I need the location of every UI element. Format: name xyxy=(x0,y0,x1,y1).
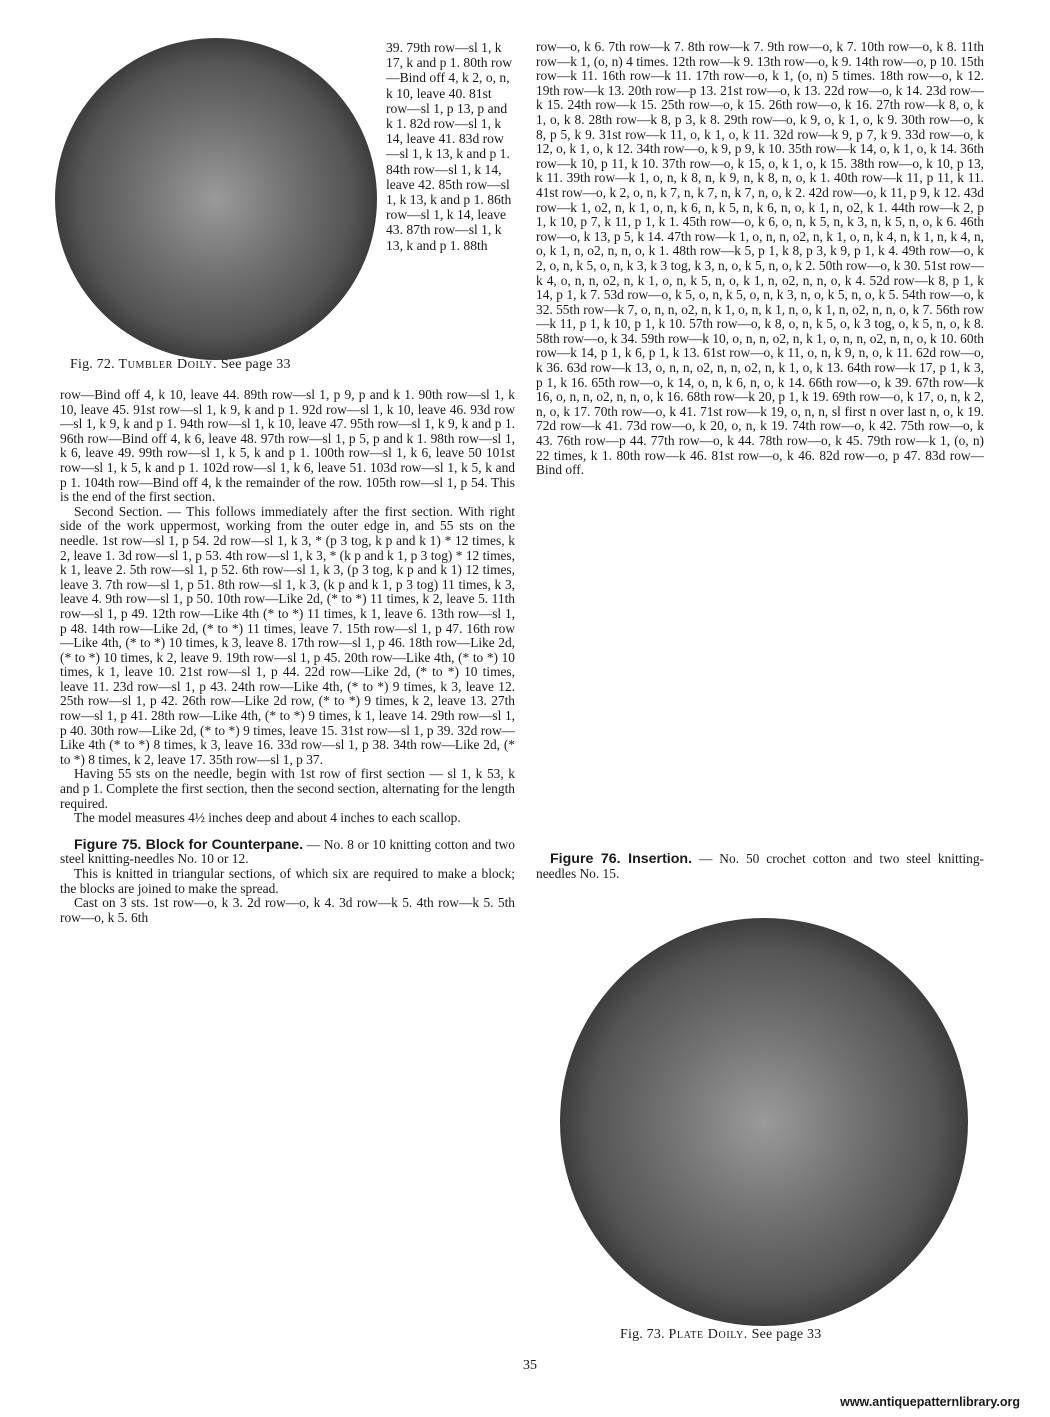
left-main-paragraph: row—Bind off 4, k 10, leave 44. 89th row—sl 1, p 9, p and k 1. 90th row—sl 1, k 10, leave 45. 91st row—sl 1, k 9, k and p 1. 92d row—sl 1, k 10, leave 46. 93d row—sl 1, k 9, k and p 1. 94th row—sl 1, k 10, leave 47. 95th row—sl 1, k 9, k and p 1. 96th row—Bind off 4, k 6, leave 48. 97th row—sl 1, p 5, p and k 1. 98th row—sl 1, k 6, leave 49. 99th row—sl 1, k 5, k and p 1. 100th row—sl 1, k 6, leave 50 101st row—sl 1, k 5, k and p 1. 102d row—sl 1, k 6, leave 51. 103d row—sl 1, k 5, k and p 1. 104th row—Bind off 4, k the remainder of the row. 105th row—sl 1, p 54. This is the end of the first section. xyxy=(60,388,515,505)
footer-url[interactable]: www.antiquepatternlibrary.org xyxy=(840,1395,1020,1409)
fig76-paragraph xyxy=(536,852,984,881)
tumbler-doily-photo xyxy=(55,38,377,360)
fig75-heading: Figure 75. Block for Counterpane. xyxy=(74,836,304,853)
fig75-text: — No. 8 or 10 knitting cotton and two steel knitting-needles No. 10 or 12. xyxy=(60,836,515,867)
fig73-caption-title: Plate Doily. xyxy=(668,1327,748,1342)
fig72-caption-ref: See page 33 xyxy=(220,357,291,372)
fig76-heading: Figure 76. Insertion. xyxy=(550,851,693,867)
right-column xyxy=(536,40,984,828)
fig72-caption xyxy=(70,357,380,373)
fig72-caption-fig: Fig. 72. xyxy=(70,357,115,372)
left-narrow-text xyxy=(386,40,516,385)
fig72-caption-title: Tumbler Doily. xyxy=(118,357,218,372)
left-narrow-paragraph: 39. 79th row—sl 1, k 17, k and p 1. 80th row—Bind off 4, k 2, o, n, k 10, leave 40. 81st row—sl 1, p 13, p and k 1. 82d row—sl 1, k 14, leave 41. 83d row—sl 1, k 13, k and p 1. 84th row—sl 1, k 14, leave 42. 85th row—sl 1, k 13, k and p 1. 86th row—sl 1, k 14, leave 43. 87th row—sl 1, k 13, k and p 1. 88th xyxy=(386,40,513,253)
fig73-caption xyxy=(620,1327,940,1343)
model-paragraph: The model measures 4½ inches deep and about 4 inches to each scallop. xyxy=(74,810,461,826)
fig75-paragraph xyxy=(60,838,515,867)
page-number: 35 xyxy=(523,1358,537,1373)
plate-doily-photo xyxy=(560,918,968,1326)
fig73-caption-fig: Fig. 73. xyxy=(620,1327,665,1342)
fig76-text: — No. 50 crochet cotton and two steel knitting-needles No. 15. xyxy=(536,851,984,881)
having-paragraph: Having 55 sts on the needle, begin with 1st row of first section — sl 1, k 53, k and p 1. Complete the first section, then the second section, alternating for the length required. xyxy=(60,766,515,811)
right-top-paragraph: row—o, k 6. 7th row—k 7. 8th row—k 7. 9th row—o, k 7. 10th row—o, k 8. 11th row—k 1, (o, n) 4 times. 12th row—k 9. 13th row—o, k 9. 14th row—o, p 10. 15th row—k 11. 16th row—k 11. 17th row—o, k 1, (o, n) 5 times. 18th row—o, k 12. 19th row—k 13. 20th row—p 13. 21st row—o, k 13. 22d row—o, k 14. 23d row—k 15. 24th row—k 15. 25th row—o, k 15. 26th row—o, k 16. 27th row—k 8, o, k 1, o, k 8. 28th row—k 8, p 3, k 8. 29th row—o, k 9, o, k 1, o, k 9. 30th row—o, k 8, p 5, k 9. 31st row—k 11, o, k 1, o, k 11. 32d row—k 9, p 7, k 9. 33d row—o, k 12, o, k 1, o, k 12. 34th row—o, k 9, p 9, k 10. 35th row—k 14, o, k 1, o, k 14. 36th row—k 10, p 11, k 10. 37th row—o, k 15, o, k 1, o, k 15. 38th row—o, k 10, p 13, k 11. 39th row—k 1, o, n, k 8, n, k 9, n, k 8, n, o, k 1. 40th row—k 11, p 11, k 11. 41st row—o, k 2, o, n, k 7, n, k 7, n, k 7, n, o, k 2. 42d row—o, k 11, p 9, k 12. 43d row—k 1, o2, n, k 1, o, n, k 6, n, k 5, n, k 6, n, o, k 1, n, o2, k 1. 44th row—k 2, p 1, k 10, p 7, k 11, p 1, k 1. 45th row—o, k 6, o, n, k 5, n, k 3, n, k 5, n, o, k 6. 46th row—o, k 13, p 5, k 14. 47th row—k 1, o, n, n, o2, n, k 1, o, n, k 4, n, k 1, n, k 4, n, o, k 1, n, o2, n, n, o, k 1. 48th row—k 5, p 1, k 8, p 3, k 9, p 1, k 4. 49th row—o, k 2, o, n, k 5, o, n, k 3, k 3 tog, k 3, n, o, k 5, n, o, k 2. 50th row—o, k 30. 51st row—k 4, o, n, n, o2, n, k 1, o, n, k 5, n, o, k 1, n, o2, n, n, o, k 4. 52d row—k 8, p 1, k 14, p 1, k 7. 53d row—o, k 5, o, n, k 5, o, n, k 3, n, o, k 5, n, o, k 5. 54th row—o, k 32. 55th row—k 7, o, n, n, o2, n, k 1, o, n, k 1, n, o, k 1, n, o2, n, n, o, k 7. 56th row—k 11, p 1, k 10, p 1, k 10. 57th row—o, k 8, o, n, k 5, o, k 3 tog, o, k 5, n, o, k 8. 58th row—o, k 34. 59th row—k 10, o, n, n, o2, n, k 1, o, n, n, o2, n, n, o, k 10. 60th row—k 14, p 1, k 6, p 1, k 13. 61st row—o, k 11, o, n, k 9, n, o, k 11. 62d row—o, k 36. 63d row—k 13, o, n, n, o2, n, n, o2, n, k 1, o, k 13. 64th row—k 17, p 1, k 3, p 1, k 16. 65th row—o, k 14, o, n, k 6, n, o, k 14. 66th row—o, k 39. 67th row—k 16, o, n, n, o2, n, n, o, k 16. 68th row—k 20, p 1, k 19. 69th row—o, k 17, o, n, k 2, n, o, k 17. 70th row—o, k 41. 71st row—k 19, o, n, n, sl first n over last n, o, k 19. 72d row—k 41. 73d row—o, k 20, o, n, k 19. 74th row—o, k 42. 75th row—o, k 43. 76th row—p 44. 77th row—o, k 44. 78th row—o, k 45. 79th row—k 1, (o, n) 22 times, k 1. 80th row—k 46. 81st row—o, k 46. 82d row—o, p 47. 83d row—Bind off. xyxy=(536,40,984,478)
second-section-paragraph: Second Section. — This follows immediately after the first section. With right side of the work uppermost, working from the outer edge in, and 55 sts on the needle. 1st row—sl 1, p 54. 2d row—sl 1, k 3, * (p 3 tog, k p and k 1) * 12 times, k 2, leave 1. 3d row—sl 1, p 53. 4th row—sl 1, k 3, * (k p and k 1, p 3 tog) * 12 times, k 1, leave 2. 5th row—sl 1, p 52. 6th row—sl 1, k 3, (p 3 tog, k p and k 1) 12 times, leave 3. 7th row—sl 1, p 51. 8th row—sl 1, k 3, (k p and k 1, p 3 tog) 11 times, k 3, leave 4. 9th row—sl 1, p 50. 10th row—Like 2d, (* to *) 11 times, k 2, leave 5. 11th row—sl 1, p 49. 12th row—Like 4th (* to *) 11 times, k 1, leave 6. 13th row—sl 1, p 48. 14th row—Like 2d, (* to *) 11 times, leave 7. 15th row—sl 1, p 47. 16th row—Like 4th, (* to *) 10 times, k 3, leave 8. 17th row—sl 1, p 46. 18th row—Like 2d, (* to *) 10 times, k 2, leave 9. 19th row—sl 1, p 45. 20th row—Like 4th, (* to *) 10 times, k 1, leave 10. 21st row—sl 1, p 44. 22d row—Like 2d, (* to *) 10 times, leave 11. 23d row—sl 1, p 43. 24th row—Like 4th, (* to *) 9 times, k 3, leave 12. 25th row—sl 1, p 42. 26th row—Like 2d row, (* to *) 9 times, k 2, leave 13. 27th row—sl 1, p 41. 28th row—Like 4th, (* to *) 9 times, k 1, leave 14. 29th row—sl 1, p 40. 30th row—Like 2d, (* to *) 9 times, leave 15. 31st row—sl 1, p 39. 32d row—Like 4th (* to *) 8 times, k 3, leave 16. 33d row—sl 1, p 38. 34th row—Like 2d, (* to *) 8 times, k 2, leave 17. 35th row—sl 1, p 37. xyxy=(60,503,515,767)
left-column xyxy=(60,388,515,1348)
knitted-paragraph: This is knitted in triangular sections, of which six are required to make a block; the blocks are joined to make the spread. xyxy=(60,866,515,896)
cast-on-paragraph: Cast on 3 sts. 1st row—o, k 3. 2d row—o, k 4. 3d row—k 5. 4th row—k 5. 5th row—o, k 5. 6th xyxy=(60,895,515,925)
fig73-caption-ref: See page 33 xyxy=(751,1327,822,1342)
fig76-block xyxy=(536,852,984,881)
